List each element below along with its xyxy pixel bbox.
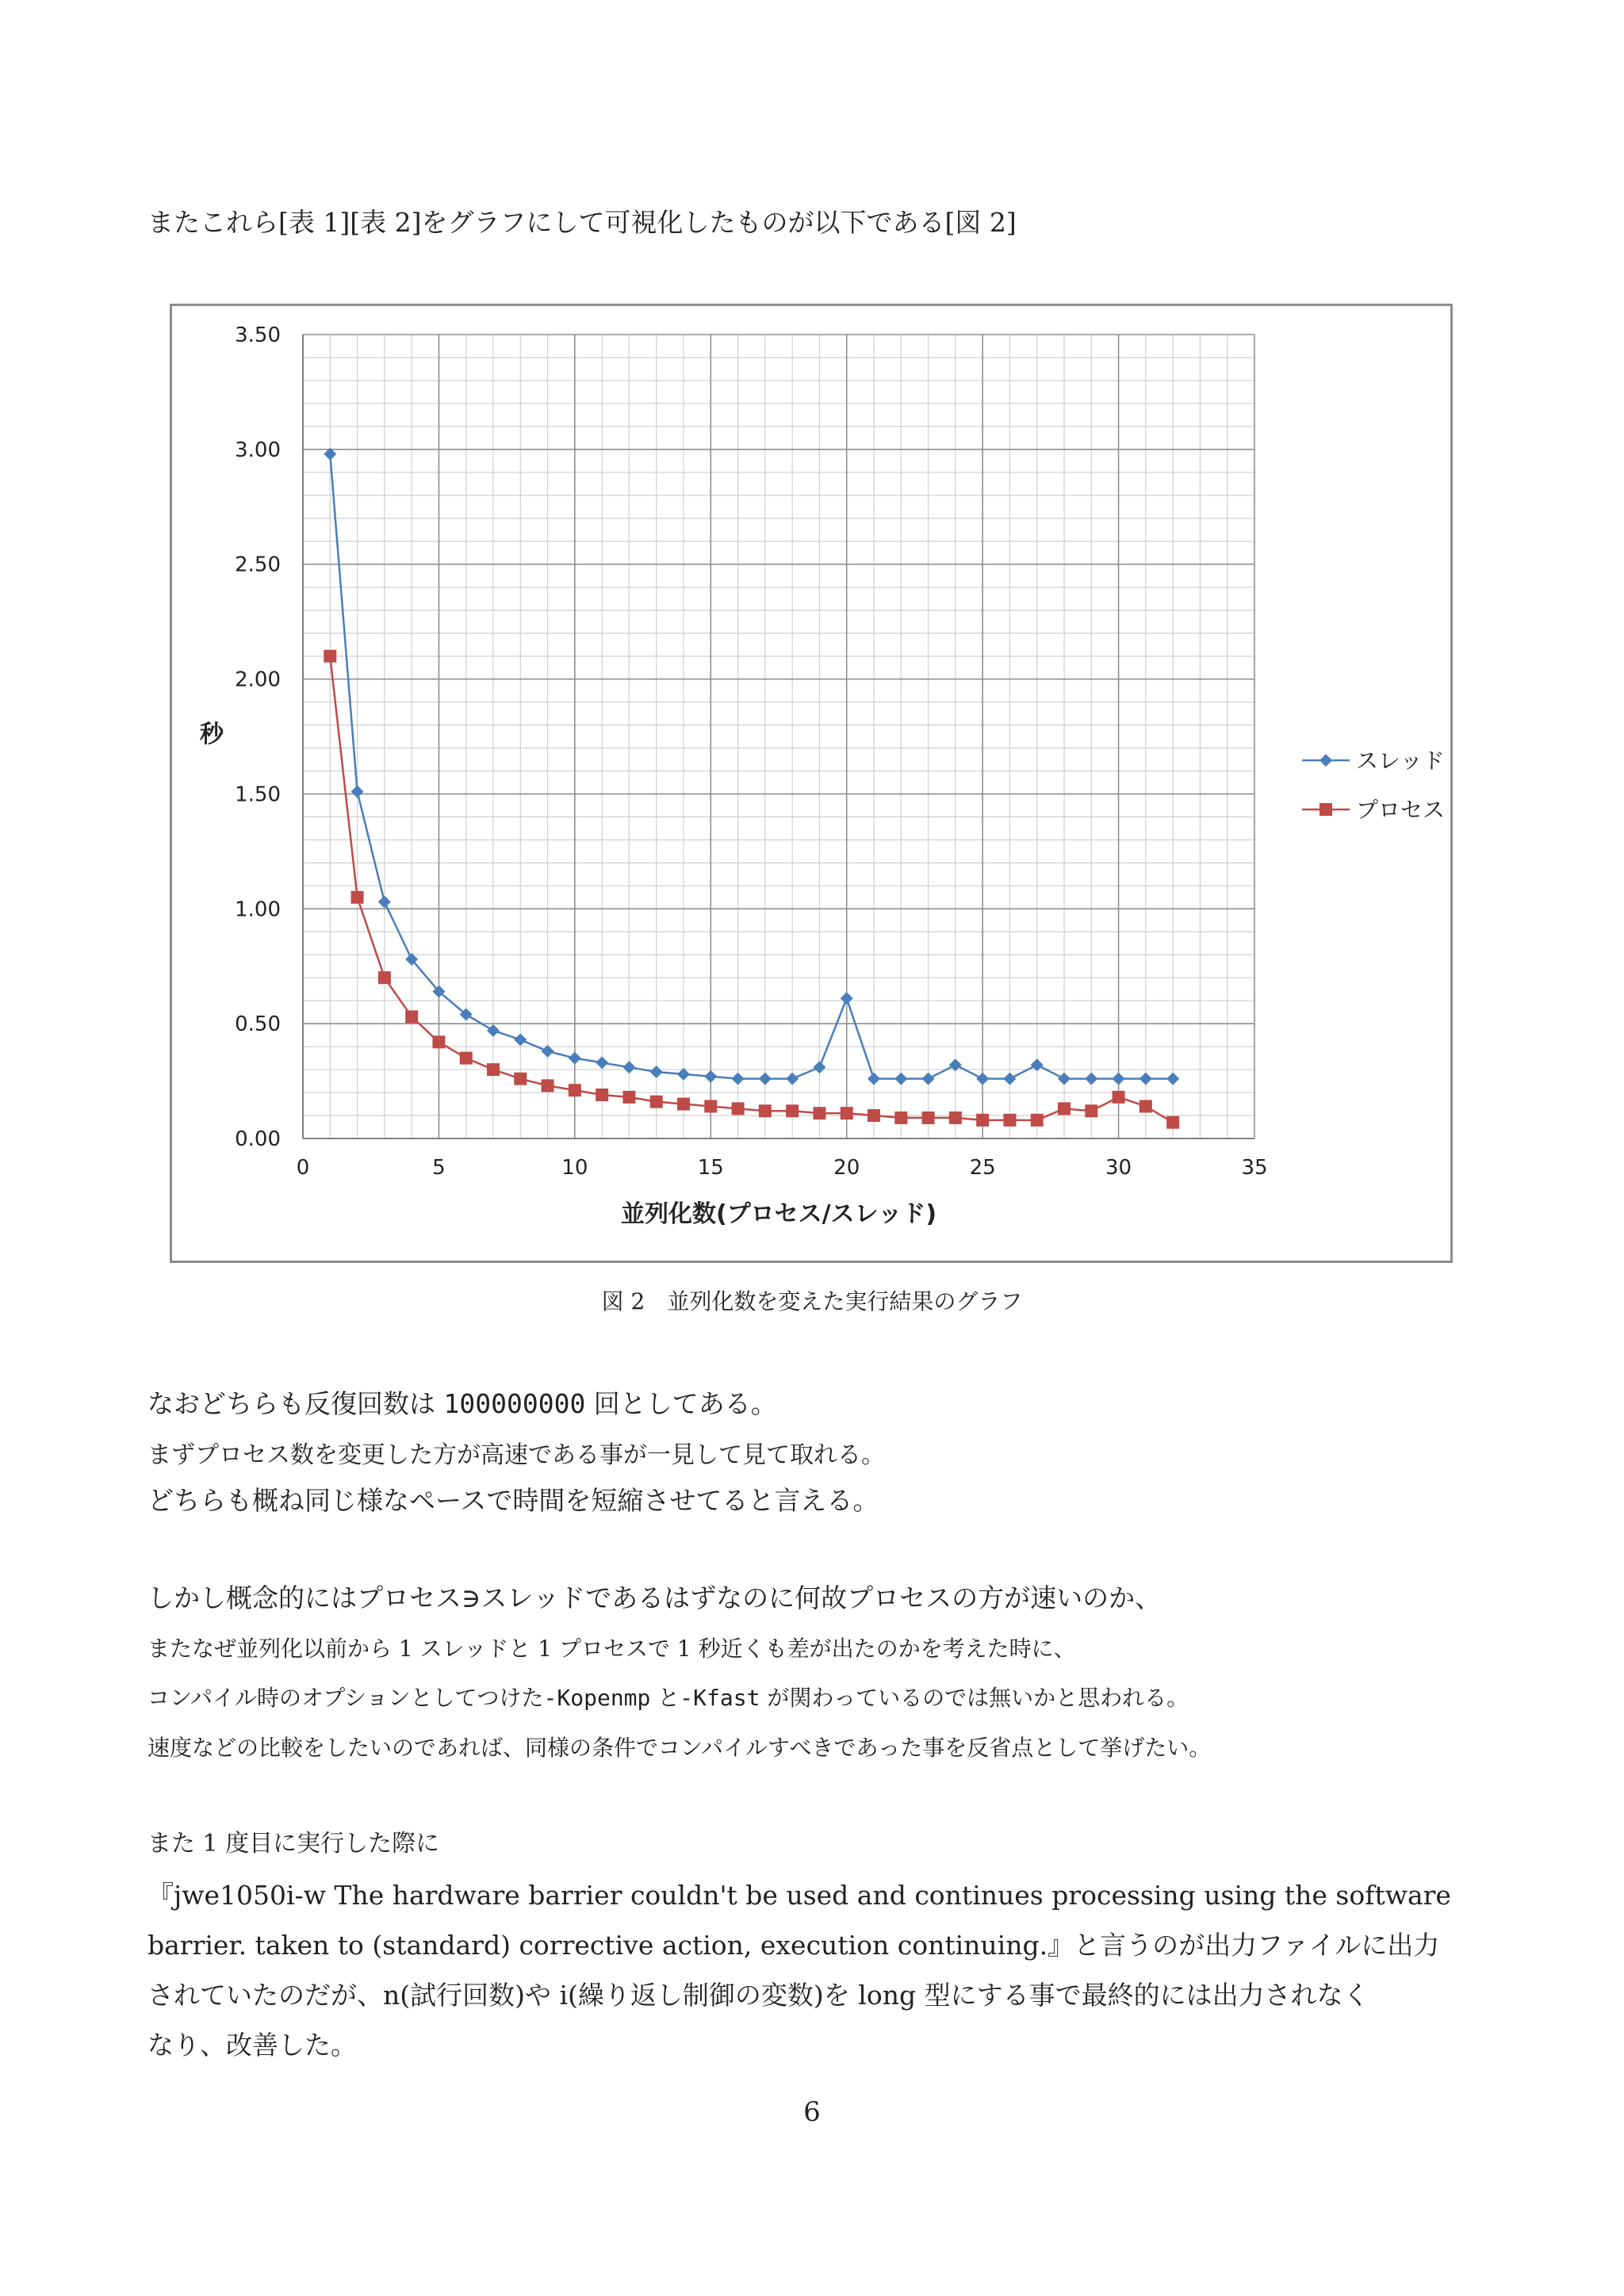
option-kopenmp: -Kopenmp [543, 1685, 651, 1711]
data-point-2 [704, 1100, 717, 1112]
page-number: 6 [803, 2096, 821, 2128]
figure-caption: 図 2 並列化数を変えた実行結果のグラフ [601, 1288, 1023, 1314]
text-fragment: が関わっているのでは無いかと思われる。 [760, 1685, 1189, 1711]
data-point-2 [1139, 1100, 1152, 1112]
data-point-2 [1085, 1104, 1097, 1117]
x-axis-title: 並列化数(プロセス/スレッド) [620, 1200, 937, 1228]
x-tick-label: 35 [1241, 1156, 1268, 1180]
paragraph-iterations [147, 1383, 777, 1421]
paragraph-why-faster: しかし概念的にはプロセス∋スレッドであるはずなのに何故プロセスの方が速いのか、 [147, 1582, 1162, 1613]
table-ref-1: [表 1] [278, 207, 350, 238]
x-tick-label: 10 [561, 1156, 588, 1180]
data-point-2 [622, 1091, 635, 1104]
data-point-2 [569, 1084, 581, 1096]
x-tick-label: 0 [296, 1156, 310, 1180]
data-point-2 [1166, 1116, 1179, 1129]
paragraph-warning-line1: 『jwe1050i-w The hardware barrier couldn't be used and continues processing using the software [147, 1880, 1451, 1911]
y-axis-title: 秒 [200, 721, 224, 748]
data-point-2 [542, 1079, 554, 1092]
plot-area [303, 335, 1254, 1138]
x-tick-label: 25 [969, 1156, 996, 1180]
legend-marker-2 [1320, 803, 1332, 816]
paragraph-warning-line4: なり、改善した。 [147, 2030, 357, 2061]
x-tick-label: 20 [833, 1156, 860, 1180]
data-point-2 [894, 1112, 907, 1124]
paragraph-warning-line3: されていたのだが、n(試行回数)や i(繰り返し制御の変数)を long 型にする事で最終的には出力されなく [147, 1980, 1369, 2011]
intro-text-mid: をグラフにして可視化したものが以下である [421, 207, 945, 238]
data-point-2 [1113, 1091, 1125, 1104]
iteration-count: 100000000 [443, 1388, 586, 1419]
data-point-2 [378, 971, 391, 984]
data-point-2 [677, 1098, 690, 1111]
x-tick-label: 5 [432, 1156, 446, 1180]
data-point-2 [732, 1102, 745, 1115]
data-point-2 [351, 891, 364, 904]
y-tick-label: 3.50 [235, 323, 281, 347]
data-point-2 [759, 1104, 772, 1117]
data-point-2 [514, 1073, 527, 1085]
y-tick-label: 1.50 [235, 783, 281, 807]
y-tick-label: 3.00 [235, 438, 281, 462]
data-point-2 [487, 1063, 500, 1076]
paragraph-compile-options [147, 1681, 1189, 1712]
legend-marker-1 [1320, 754, 1332, 767]
data-point-2 [432, 1035, 445, 1048]
paragraph-one-second-gap: またなぜ並列化以前から 1 スレッドと 1 プロセスで 1 秒近くも差が出たのかを考えた時に、 [147, 1636, 1076, 1662]
paragraph-process-faster: まずプロセス数を変更した方が高速である事が一見して見て取れる。 [147, 1441, 885, 1469]
paragraph-first-run: また 1 度目に実行した際に [147, 1830, 440, 1858]
data-point-2 [976, 1114, 989, 1127]
x-tick-label: 15 [697, 1156, 724, 1180]
intro-text-start: またこれら [147, 207, 278, 238]
y-tick-label: 0.50 [235, 1012, 281, 1037]
chart-frame [170, 304, 1453, 1263]
data-point-2 [868, 1109, 880, 1122]
y-tick-label: 2.00 [235, 668, 281, 692]
intro-paragraph [147, 202, 1017, 239]
data-point-2 [324, 650, 336, 663]
data-point-2 [813, 1107, 825, 1119]
text-fragment: と [650, 1685, 680, 1711]
option-kfast: -Kfast [680, 1685, 760, 1711]
table-ref-2: [表 2] [350, 207, 422, 238]
figure-ref-2: [図 2] [944, 207, 1017, 238]
data-point-2 [405, 1010, 418, 1023]
data-point-2 [786, 1104, 799, 1117]
y-tick-label: 2.50 [235, 553, 281, 577]
data-point-2 [1003, 1114, 1016, 1127]
y-tick-label: 0.00 [235, 1127, 281, 1151]
data-point-2 [1031, 1114, 1044, 1127]
line-chart [172, 306, 1450, 1261]
data-point-2 [596, 1089, 608, 1101]
data-point-2 [460, 1052, 473, 1065]
paragraph-similar-pace: どちらも概ね同じ様なペースで時間を短縮させてると言える。 [147, 1485, 879, 1516]
paragraph-warning-line2: barrier. taken to (standard) corrective action, execution continuing.』と言うのが出力ファイルに出力 [147, 1930, 1440, 1961]
data-point-2 [841, 1107, 853, 1119]
text-fragment: 回としてある。 [585, 1388, 777, 1419]
paragraph-reflection: 速度などの比較をしたいのであれば、同様の条件でコンパイルすべきであった事を反省点として挙げたい。 [147, 1735, 1212, 1761]
data-point-2 [922, 1112, 935, 1124]
legend-label-1: スレッド [1356, 748, 1445, 774]
y-tick-label: 1.00 [235, 897, 281, 922]
data-point-2 [650, 1096, 663, 1108]
legend-label-2: プロセス [1356, 797, 1446, 823]
text-fragment: なおどちらも反復回数は [147, 1388, 444, 1419]
text-fragment: コンパイル時のオプションとしてつけた [147, 1685, 544, 1711]
x-tick-label: 30 [1105, 1156, 1132, 1180]
data-point-2 [1058, 1102, 1071, 1115]
data-point-2 [949, 1112, 962, 1124]
